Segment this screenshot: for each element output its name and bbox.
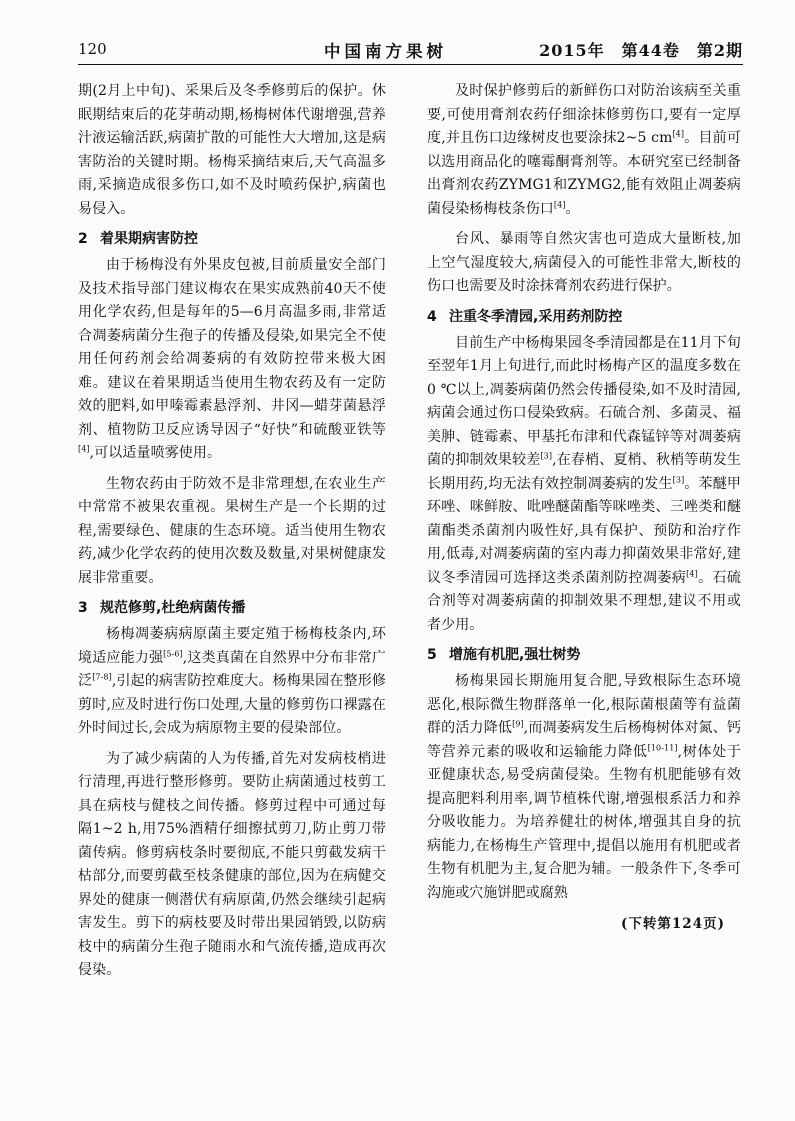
paragraph: 生物农药由于防效不是非常理想,在农业生产中常常不被果农重视。果树生产是一个长期的过程,需要绿色、健康的生态环境。适当使用生物农药,减少化学农药的使用次数及数量,对果树健康发展非常重要。 bbox=[78, 475, 386, 586]
section-heading-3: 3 规范修剪,杜绝病菌传播 bbox=[78, 600, 246, 616]
citation: [5-6] bbox=[163, 648, 183, 658]
section-heading-5: 5 增施有机肥,强壮树势 bbox=[427, 647, 581, 663]
citation: [4] bbox=[553, 199, 566, 209]
journal-title: 中国南方果树 bbox=[324, 42, 447, 61]
citation: [4] bbox=[78, 444, 90, 454]
paragraph: 由于杨梅没有外果皮包被,目前质量安全部门及技术指导部门建议梅农在果实成熟前40天不使用化学农药,但是每年的5—6月高温多雨,非常适合凋萎病菌分生孢子的传播及侵染,如果完全不使用任何药剂会给凋萎病的有效防控带来极大困难。建议在着果期适当使用生物农药及有一定防效的肥料,如甲嗪霉素悬浮剂、井冈—蜡芽菌悬浮剂、植物防卫反应诱导因子“好快”和硫酸亚铁等[4],可以适量喷雾使用。 bbox=[78, 257, 386, 461]
continued-note: (下转第124页) bbox=[621, 916, 725, 932]
section-heading-2: 2 着果期病害防控 bbox=[78, 231, 198, 247]
citation: [4] bbox=[672, 129, 685, 139]
paragraph: 目前生产中杨梅果园冬季清园都是在11月下旬至翌年1月上旬进行,而此时杨梅产区的温度多数在0 ℃以上,凋萎病菌仍然会传播侵染,如不及时清园,病菌会通过伤口侵染致病。石硫合剂、多菌灵、福美胂、链霉素、甲基托布津和代森锰锌等对凋萎病菌的抑制效果较差[3],在春梢、夏梢、秋梢等萌发生长期用药,均无法有效控制凋萎病的发生[3]。苯醚甲环唑、咪鲜胺、吡唑醚菌酯等咪唑类、三唑类和醚菌酯类杀菌剂内吸性好,具有保护、预防和治疗作用,低毒,对凋萎病菌的室内毒力抑菌效果非常好,建议冬季清园可选择这类杀菌剂防控凋萎病[4]。石硫合剂等对凋萎病菌的抑制效果不理想,建议不用或者少用。 bbox=[427, 334, 742, 633]
page-number: 120 bbox=[78, 40, 107, 58]
citation: [9] bbox=[512, 719, 524, 729]
issue-info: 2015年 第44卷 第2期 bbox=[539, 41, 743, 60]
section-heading-4: 4 注重冬季清园,采用药剂防控 bbox=[427, 308, 623, 325]
citation: [3] bbox=[672, 474, 685, 484]
page-header bbox=[78, 38, 743, 65]
paragraph: 期(2月上中旬)、采果后及冬季修剪后的保护。休眠期结束后的花芽萌动期,杨梅树体代谢增强,营养汁液运输活跃,病菌扩散的可能性大大增加,这是病害防治的关键时期。杨梅采摘结束后,天气高温多雨,采摘造成很多伤口,如不及时喷药保护,病菌也易侵入。 bbox=[78, 83, 386, 217]
citation: [3] bbox=[540, 451, 553, 461]
citation: [4] bbox=[686, 568, 698, 578]
paragraph: 杨梅果园长期施用复合肥,导致根际生态环境恶化,根际微生物群落单一化,根际菌根菌等有益菌群的活力降低[9],而凋萎病发生后杨梅树体对氮、钙等营养元素的吸收和运输能力降低[10-11],树体处于亚健康状态,易受病菌侵染。生物有机肥能够有效提高肥料利用率,调节植株代谢,增强根系活力和养分吸收能力。为培养健壮的树体,增强其自身的抗病能力,在杨梅生产管理中,提倡以施用有机肥或者生物有机肥为主,复合肥为辅。一般条件下,冬季可沟施或穴施饼肥或腐熟 bbox=[427, 673, 742, 901]
paragraph: 台风、暴雨等自然灾害也可造成大量断枝,加上空气湿度较大,病菌侵入的可能性非常大,断枝的伤口也需要及时涂抹膏剂农药进行保护。 bbox=[427, 231, 741, 294]
paragraph: 为了减少病菌的人为传播,首先对发病枝梢进行清理,再进行整形修剪。要防止病菌通过枝剪工具在病枝与健枝之间传播。修剪过程中可通过每隔1~2 h,用75%酒精仔细擦拭剪刀,防止剪刀带菌传病。修剪病枝条时要彻底,不能只剪截发病干枯部分,而要剪截至枝条健康的部位,因为在病健交界处的健康一侧潜伏有病原菌,仍然会继续引起病害发生。剪下的病枝要及时带出果园销毁,以防病枝中的病菌分生孢子随雨水和气流传播,造成再次侵染。 bbox=[78, 750, 386, 978]
right-column bbox=[427, 80, 741, 932]
citation: [7-8] bbox=[92, 672, 112, 682]
paragraph: 及时保护修剪后的新鲜伤口对防治该病至关重要,可使用膏剂农药仔细涂抹修剪伤口,要有一定厚度,并且伤口边缘树皮也要涂抹2~5 cm[4]。目前可以选用商品化的噻霉酮膏剂等。本研究室已经制备出膏剂农药ZYMG1和ZYMG2,能有效阻止凋萎病菌侵染杨梅枝条伤口[4]。 bbox=[427, 83, 741, 217]
left-column bbox=[78, 80, 386, 990]
paragraph: 杨梅凋萎病病原菌主要定殖于杨梅枝条内,环境适应能力强[5-6],这类真菌在自然界中分布非常广泛[7-8],引起的病害防控难度大。杨梅果园在整形修剪时,应及时进行伤口处理,大量的修剪伤口裸露在外时间过长,会成为病原物主要的侵染部位。 bbox=[78, 626, 386, 736]
citation: [10-11] bbox=[647, 742, 678, 752]
